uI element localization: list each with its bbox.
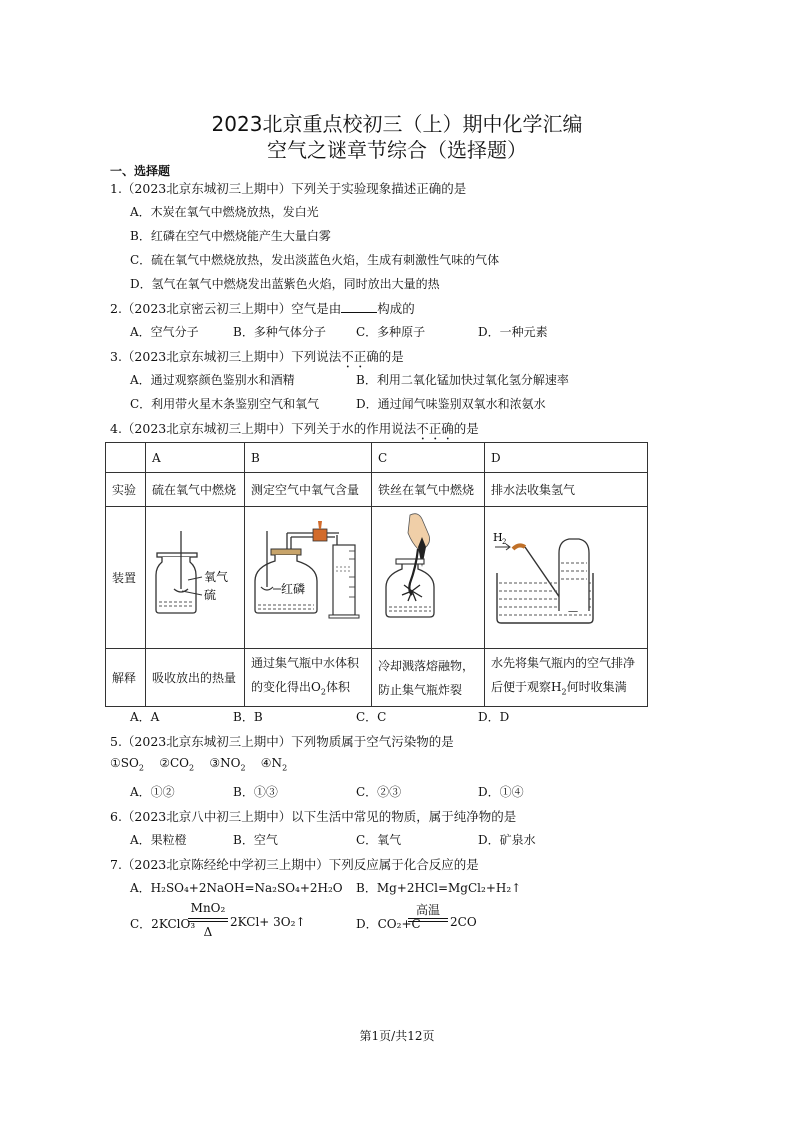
q6-option-a[interactable]: A．果粒橙 <box>130 833 187 847</box>
q4-explain-b-line1: 通过集气瓶中水体积 <box>251 655 360 670</box>
q7-c-equal-line-top <box>188 918 228 919</box>
q4-exp-c: 铁丝在氧气中燃烧 <box>372 473 485 507</box>
q2-stem-part2: 构成的 <box>377 301 415 316</box>
q7-d-product: 2CO <box>450 915 477 929</box>
q4-explanation-row <box>106 649 648 707</box>
q5-item-list <box>110 756 287 772</box>
doc-title-line2: 空气之谜章节综合（选择题） <box>267 138 527 162</box>
label-sulfur: 硫 <box>204 588 217 602</box>
q3-stem <box>110 347 404 371</box>
q5-item-2: $②CO_2$ <box>159 756 195 773</box>
q2-option-d[interactable]: D．一种元素 <box>478 325 548 339</box>
q5-stem: 5.（2023北京东城初三上期中）下列物质属于空气污染物的是 <box>110 734 454 749</box>
q4-header-blank <box>106 443 146 473</box>
q6-option-d[interactable]: D．矿泉水 <box>478 833 536 847</box>
q7-c-catalyst: MnO₂ <box>190 901 226 915</box>
page-number: 第1页/共12页 <box>359 1029 435 1043</box>
q5-item-4: $④N_2$ <box>260 756 288 773</box>
q4-explain-b-text: 的变化得出O <box>251 679 321 694</box>
q2-answer-blank <box>341 311 377 313</box>
q7-option-b[interactable]: B．Mg+2HCl=MgCl₂+H₂↑ <box>356 881 522 895</box>
q4-header-b: B <box>245 443 372 473</box>
q5-option-a[interactable]: A．①② <box>130 785 175 799</box>
q4-explain-c <box>372 649 485 707</box>
q6-option-c[interactable]: C．氧气 <box>356 833 402 847</box>
q4-explain-b-sub: 2 <box>320 687 326 697</box>
q4-header-a: A <box>146 443 245 473</box>
q4-row-label-device: 装置 <box>106 507 146 649</box>
q2-option-c[interactable]: C．多种原子 <box>356 325 426 339</box>
q6-option-b[interactable]: B．空气 <box>233 833 278 847</box>
q4-explain-d-tail: 何时收集满 <box>566 679 627 694</box>
q2-stem-part1: 2.（2023北京密云初三上期中）空气是由 <box>110 301 342 316</box>
q3-option-c[interactable]: C．利用带火星木条鉴别空气和氧气 <box>130 397 320 411</box>
q4-explain-a: 吸收放出的热量 <box>146 649 245 707</box>
q4-header-row <box>106 443 648 473</box>
q4-option-d[interactable]: D．D <box>478 710 510 724</box>
q2-option-b[interactable]: B．多种气体分子 <box>233 325 326 339</box>
q4-exp-d: 排水法收集氢气 <box>485 473 648 507</box>
label-h2: H <box>493 531 503 544</box>
q7-d-reactant: D．CO₂+C <box>356 917 421 931</box>
q7-c-reactant: C．2KClO₃ <box>130 917 196 931</box>
q4-row-label-explain: 解释 <box>106 649 146 707</box>
q4-stem-part1: 4.（2023北京东城初三上期中）下列关于水的作用说法 <box>110 421 417 436</box>
q1-option-c[interactable]: C．硫在氧气中燃烧放热，发出淡蓝色火焰，生成有刺激性气味的气体 <box>130 253 500 267</box>
q7-d-condition: 高温 <box>415 903 440 917</box>
q4-explain-b-line2 <box>251 675 365 704</box>
q5-option-b[interactable]: B．①③ <box>233 785 278 799</box>
hydrogen-collection-diagram <box>485 507 647 645</box>
q1-stem: 1.（2023北京东城初三上期中）下列关于实验现象描述正确的是 <box>110 181 467 196</box>
q1-option-d[interactable]: D．氢气在氧气中燃烧发出蓝紫色火焰，同时放出大量的热 <box>130 277 440 291</box>
q4-option-b[interactable]: B．B <box>233 710 263 724</box>
q3-stem-part2: 确的是 <box>366 349 404 364</box>
section-heading: 一、选择题 <box>110 164 171 178</box>
q1-option-a[interactable]: A．木炭在氧气中燃烧放热，发白光 <box>130 205 319 219</box>
iron-wire-combustion-diagram <box>372 507 484 645</box>
q4-table <box>105 442 648 707</box>
q3-option-d[interactable]: D．通过闻气味鉴别双氧水和浓氨水 <box>356 397 546 411</box>
label-h2-subscript: 2 <box>502 538 507 546</box>
q4-explain-c-line1: 冷却溅落熔融物， <box>378 658 475 673</box>
q4-explain-d-text: 后便于观察H <box>491 679 562 694</box>
q4-explain-d-line2 <box>491 675 641 704</box>
q5-item-1: $①SO_2$ <box>110 756 144 773</box>
q7-c-products: 2KCl+ 3O₂↑ <box>230 915 306 929</box>
q7-c-heat-condition: Δ <box>203 925 213 939</box>
q4-row-label-experiment: 实验 <box>106 473 146 507</box>
q3-stem-part1: 3.（2023北京东城初三上期中）下列说法 <box>110 349 342 364</box>
q4-explain-d-line1: 水先将集气瓶内的空气排净 <box>491 655 636 670</box>
q4-device-c <box>372 507 485 649</box>
q4-header-c: C <box>372 443 485 473</box>
q4-experiment-row <box>106 473 648 507</box>
q4-device-b <box>245 507 372 649</box>
q4-explain-b <box>245 649 372 707</box>
q4-stem-emphasis: 不正确 <box>416 421 454 436</box>
q4-option-a[interactable]: A．A <box>130 710 160 724</box>
q6-stem: 6.（2023北京八中初三上期中）以下生活中常见的物质，属于纯净物的是 <box>110 809 517 824</box>
q4-device-row <box>106 507 648 649</box>
q5-option-c[interactable]: C．②③ <box>356 785 402 799</box>
doc-title-line1: 2023北京重点校初三（上）期中化学汇编 <box>211 112 583 136</box>
q7-d-equal-line-top <box>408 918 448 919</box>
q7-stem: 7.（2023北京陈经纶中学初三上期中）下列反应属于化合反应的是 <box>110 857 479 872</box>
q4-explain-d <box>485 649 648 707</box>
phosphorus-oxygen-measurement-diagram <box>245 507 371 645</box>
q4-explain-c-line2: 防止集气瓶炸裂 <box>378 682 463 697</box>
q5-item-3: $③NO_2$ <box>209 756 246 773</box>
q4-exp-b: 测定空气中氧气含量 <box>245 473 372 507</box>
label-oxygen: 氧气 <box>204 570 229 584</box>
q2-option-a[interactable]: A．空气分子 <box>130 325 199 339</box>
q1-option-b[interactable]: B．红磷在空气中燃烧能产生大量白雾 <box>130 229 331 243</box>
q3-option-b[interactable]: B．利用二氧化锰加快过氧化氢分解速率 <box>356 373 569 387</box>
q4-device-a <box>146 507 245 649</box>
sulfur-combustion-diagram <box>146 507 244 645</box>
q4-stem <box>110 419 479 443</box>
q7-option-c[interactable] <box>130 915 195 932</box>
q7-c-equal-line-bottom <box>188 921 228 922</box>
q4-header-d: D <box>485 443 648 473</box>
q7-option-a[interactable]: A．H₂SO₄+2NaOH=Na₂SO₄+2H₂O <box>130 881 343 895</box>
q4-explain-d-sub: 2 <box>561 687 567 697</box>
q2-stem <box>110 299 415 317</box>
q4-exp-a: 硫在氧气中燃烧 <box>146 473 245 507</box>
q5-option-d[interactable]: D．①④ <box>478 785 524 799</box>
q4-explain-b-tail: 体积 <box>325 679 350 694</box>
q3-option-a[interactable]: A．通过观察颜色鉴别水和酒精 <box>130 373 295 387</box>
q4-device-d <box>485 507 648 649</box>
q4-option-c[interactable]: C．C <box>356 710 387 724</box>
label-red-phosphorus: 红磷 <box>281 582 306 596</box>
q3-stem-emphasis: 不正 <box>341 349 367 364</box>
q7-d-equal-line-bottom <box>408 921 448 922</box>
q4-stem-part2: 的是 <box>453 421 479 436</box>
